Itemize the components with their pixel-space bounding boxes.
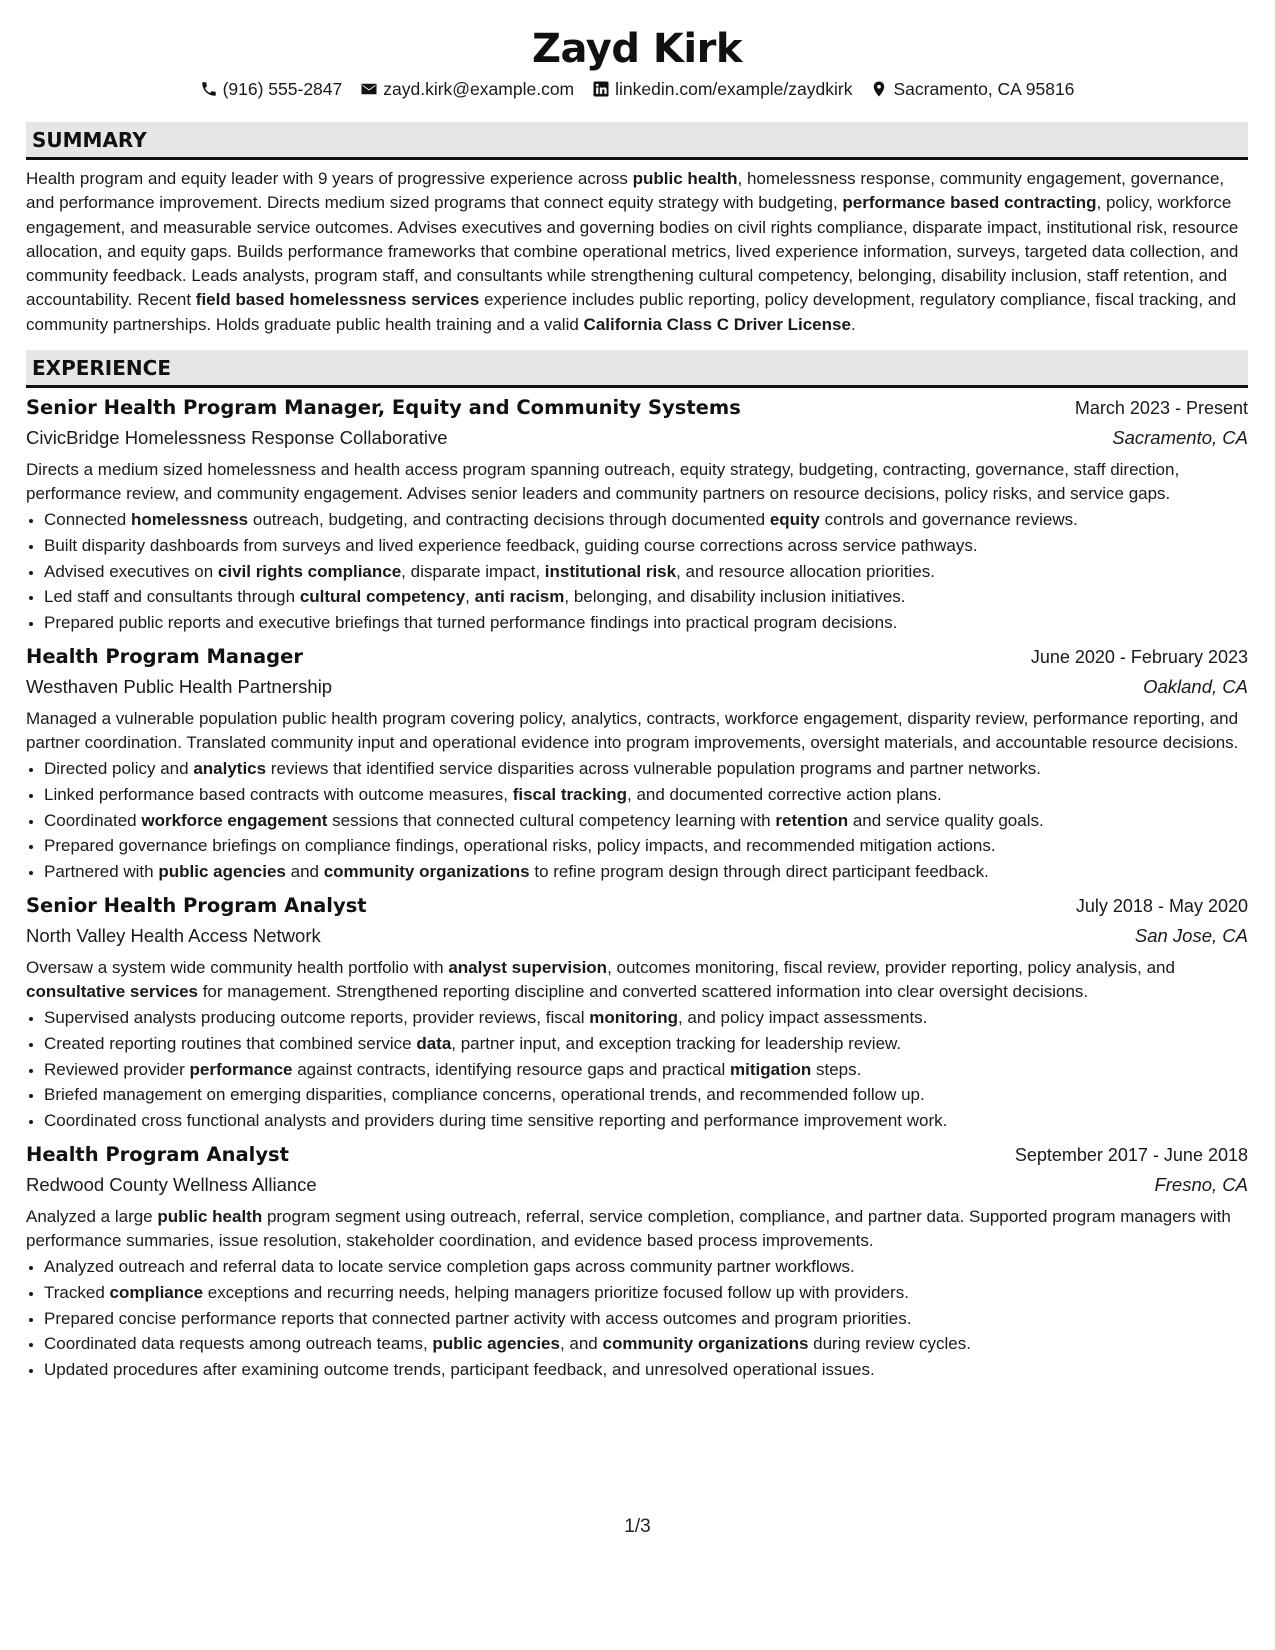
body-text: Coordinated xyxy=(44,810,142,830)
emphasis-text: community organizations xyxy=(323,862,530,882)
body-text: , xyxy=(465,587,475,607)
body-text: Oversaw a system wide community health portfolio with xyxy=(26,958,449,978)
emphasis-text: monitoring xyxy=(589,1008,678,1028)
body-text: and xyxy=(285,862,324,882)
body-text: Prepared governance briefings on compliance findings, operational risks, policy impacts, and recommended mitigation actions. xyxy=(44,836,996,856)
resume-page xyxy=(26,24,1248,1383)
job-company: Redwood County Wellness Alliance xyxy=(26,1174,317,1196)
emphasis-text: California Class C Driver License xyxy=(583,314,851,334)
bullet-item xyxy=(44,756,1248,782)
contact-linkedin[interactable] xyxy=(592,76,852,102)
emphasis-text: homelessness xyxy=(130,510,249,530)
job-location: San Jose, CA xyxy=(1134,925,1248,947)
body-text: for management. Strengthened reporting discipline and converted scattered information into clear oversight decisions. xyxy=(197,982,1089,1002)
body-text: Linked performance based contracts with outcome measures, xyxy=(44,784,513,804)
job-description xyxy=(26,707,1248,755)
job-title: Health Program Analyst xyxy=(26,1143,289,1167)
job-entry xyxy=(26,641,1248,885)
emphasis-text: mitigation xyxy=(730,1059,812,1079)
body-text: , homelessness response, community engagement, governance, and performance improvement. Directs medium sized programs that connect equity strategy with budgeting, xyxy=(26,169,1225,213)
emphasis-text: retention xyxy=(775,810,849,830)
job-bullets xyxy=(26,756,1248,885)
body-text: , belonging, and disability inclusion initiatives. xyxy=(564,587,906,607)
bullet-item xyxy=(44,1005,1248,1031)
emphasis-text: analyst supervision xyxy=(448,958,608,978)
emphasis-text: data xyxy=(416,1033,452,1053)
emphasis-text: cultural competency xyxy=(299,587,466,607)
linkedin-icon xyxy=(592,80,610,98)
job-bullets xyxy=(26,1005,1248,1134)
bullet-item xyxy=(44,1082,1248,1108)
bullet-item xyxy=(44,1108,1248,1134)
contact-bar xyxy=(26,76,1248,102)
emphasis-text: performance xyxy=(189,1059,293,1079)
emphasis-text: compliance xyxy=(109,1282,204,1302)
emphasis-text: public agencies xyxy=(432,1334,560,1354)
contact-phone xyxy=(200,76,343,102)
body-text: Directed policy and xyxy=(44,759,194,779)
map-pin-icon xyxy=(870,80,888,98)
linkedin-link[interactable]: linkedin.com/example/zaydkirk xyxy=(615,79,853,99)
body-text: , outcomes monitoring, fiscal review, provider reporting, policy analysis, and xyxy=(607,958,1175,978)
emphasis-text: fiscal tracking xyxy=(512,784,628,804)
contact-location xyxy=(870,76,1074,102)
body-text: Briefed management on emerging disparities, compliance concerns, operational trends, and recommended follow up. xyxy=(44,1085,925,1105)
job-title: Senior Health Program Analyst xyxy=(26,894,367,918)
bullet-item xyxy=(44,507,1248,533)
job-title: Health Program Manager xyxy=(26,645,303,669)
bullet-item xyxy=(44,1254,1248,1280)
summary-paragraph xyxy=(26,167,1248,337)
body-text: , and policy impact assessments. xyxy=(677,1008,928,1028)
bullet-item xyxy=(44,559,1248,585)
body-text: , policy, workforce engagement, and measurable service outcomes. Advises executives and governing bodies on civil rights compliance, disparate impact, institutional risk, resource allocation, and equity gaps. Builds performance frameworks that combine operational metrics, lived experience information, surveys, targeted data collection, and community feedback. Leads analysts, program staff, and consultants while strengthening cultural competency, belonging, disability inclusion, staff retention, and accountability. Recent xyxy=(26,193,1239,310)
body-text: , and xyxy=(559,1334,603,1354)
body-text: , partner input, and exception tracking for leadership review. xyxy=(451,1033,902,1053)
emphasis-text: community organizations xyxy=(602,1334,809,1354)
body-text: , and resource allocation priorities. xyxy=(676,561,936,581)
bullet-item xyxy=(44,584,1248,610)
body-text: steps. xyxy=(811,1059,862,1079)
bullet-item xyxy=(44,1306,1248,1332)
page-number: 1/3 xyxy=(624,1516,651,1537)
emphasis-text: consultative services xyxy=(26,982,198,1002)
contact-email[interactable] xyxy=(360,76,574,102)
job-location: Oakland, CA xyxy=(1143,676,1248,698)
job-company: Westhaven Public Health Partnership xyxy=(26,676,333,698)
envelope-icon xyxy=(360,80,378,98)
body-text: sessions that connected cultural competency learning with xyxy=(327,810,776,830)
experience-section-header xyxy=(26,350,1248,388)
emphasis-text: performance based contracting xyxy=(842,193,1097,213)
phone-text: (916) 555-2847 xyxy=(222,79,343,99)
body-text: controls and governance reviews. xyxy=(819,510,1078,530)
job-title: Senior Health Program Manager, Equity and Community Systems xyxy=(26,396,741,420)
emphasis-text: public health xyxy=(157,1207,263,1227)
job-company: CivicBridge Homelessness Response Collaborative xyxy=(26,427,448,449)
job-description xyxy=(26,1205,1248,1253)
bullet-item xyxy=(44,1031,1248,1057)
emphasis-text: workforce engagement xyxy=(141,810,328,830)
body-text: Advised executives on xyxy=(44,561,218,581)
emphasis-text: public agencies xyxy=(158,862,286,882)
body-text: Reviewed provider xyxy=(44,1059,190,1079)
location-text: Sacramento, CA 95816 xyxy=(893,79,1075,99)
job-description xyxy=(26,956,1248,1004)
body-text: Coordinated data requests among outreach teams, xyxy=(44,1334,433,1354)
experience-list xyxy=(26,392,1248,1383)
body-text: experience includes public reporting, policy development, regulatory compliance, fiscal tracking, and community partnerships. Holds graduate public health training and a valid xyxy=(26,290,1237,334)
emphasis-text: equity xyxy=(769,510,820,530)
experience-heading: EXPERIENCE xyxy=(32,355,171,380)
body-text: Led staff and consultants through xyxy=(44,587,300,607)
body-text: . xyxy=(850,314,856,334)
body-text: to refine program design through direct participant feedback. xyxy=(529,862,989,882)
bullet-item xyxy=(44,833,1248,859)
body-text: Prepared public reports and executive briefings that turned performance findings into practical program decisions. xyxy=(44,613,898,633)
phone-icon xyxy=(200,80,218,98)
job-dates: July 2018 - May 2020 xyxy=(1075,896,1248,917)
body-text: exceptions and recurring needs, helping managers prioritize focused follow up with providers. xyxy=(203,1282,909,1302)
job-dates: June 2020 - February 2023 xyxy=(1030,647,1248,668)
body-text: Tracked xyxy=(44,1282,110,1302)
bullet-item xyxy=(44,1280,1248,1306)
body-text: , and documented corrective action plans. xyxy=(627,784,942,804)
bullet-item xyxy=(44,782,1248,808)
body-text: Health program and equity leader with 9 years of progressive experience across xyxy=(26,169,633,188)
bullet-item xyxy=(44,533,1248,559)
body-text: reviews that identified service disparities across vulnerable population programs and partner networks. xyxy=(266,759,1041,779)
job-location: Sacramento, CA xyxy=(1112,427,1248,449)
job-location: Fresno, CA xyxy=(1154,1174,1248,1196)
summary-section-header xyxy=(26,122,1248,160)
body-text: Managed a vulnerable population public health program covering policy, analytics, contracts, workforce engagement, disparity review, performance reporting, and partner coordination. Translated community input and operational evidence into program improvements, oversight materials, and accountable resource decisions. xyxy=(26,709,1239,753)
job-dates: September 2017 - June 2018 xyxy=(1014,1145,1248,1166)
body-text: against contracts, identifying resource gaps and practical xyxy=(292,1059,731,1079)
bullet-item xyxy=(44,1357,1248,1383)
body-text: Built disparity dashboards from surveys and lived experience feedback, guiding course corrections across service pathways. xyxy=(44,535,978,555)
emphasis-text: institutional risk xyxy=(544,561,677,581)
body-text: Partnered with xyxy=(44,862,159,882)
body-text: during review cycles. xyxy=(808,1334,971,1354)
body-text: program segment using outreach, referral, service completion, compliance, and partner data. Supported program managers with performance summaries, issue resolution, stakeholder coordination, and evidence based process improvements. xyxy=(26,1207,1231,1251)
bullet-item xyxy=(44,859,1248,885)
job-company: North Valley Health Access Network xyxy=(26,925,321,947)
body-text: outreach, budgeting, and contracting decisions through documented xyxy=(248,510,770,530)
job-entry xyxy=(26,392,1248,636)
body-text: Prepared concise performance reports that connected partner activity with access outcomes and program priorities. xyxy=(44,1308,912,1328)
emphasis-text: analytics xyxy=(193,759,267,779)
emphasis-text: anti racism xyxy=(474,587,565,607)
job-bullets xyxy=(26,507,1248,636)
body-text: Supervised analysts producing outcome reports, provider reviews, fiscal xyxy=(44,1008,590,1028)
email-link[interactable]: zayd.kirk@example.com xyxy=(383,79,575,99)
body-text: Analyzed outreach and referral data to locate service completion gaps across community partner workflows. xyxy=(44,1257,855,1277)
emphasis-text: civil rights compliance xyxy=(217,561,402,581)
body-text: Directs a medium sized homelessness and health access program spanning outreach, equity strategy, budgeting, contracting, governance, staff direction, performance review, and community engagement. Advises senior leaders and community partners on resource decisions, policy risks, and service gaps. xyxy=(26,460,1180,504)
body-text: Analyzed a large xyxy=(26,1207,158,1227)
job-bullets xyxy=(26,1254,1248,1383)
bullet-item xyxy=(44,1057,1248,1083)
emphasis-text: field based homelessness services xyxy=(195,290,480,310)
body-text: , disparate impact, xyxy=(401,561,545,581)
job-entry xyxy=(26,1139,1248,1383)
job-dates: March 2023 - Present xyxy=(1074,398,1248,419)
body-text: Created reporting routines that combined service xyxy=(44,1033,417,1053)
job-description xyxy=(26,458,1248,506)
bullet-item xyxy=(44,1331,1248,1357)
job-entry xyxy=(26,890,1248,1134)
body-text: Coordinated cross functional analysts and providers during time sensitive reporting and performance improvement work. xyxy=(44,1111,948,1131)
body-text: Updated procedures after examining outcome trends, participant feedback, and unresolved operational issues. xyxy=(44,1360,875,1380)
bullet-item xyxy=(44,610,1248,636)
emphasis-text: public health xyxy=(632,169,738,188)
summary-heading: SUMMARY xyxy=(32,127,147,152)
bullet-item xyxy=(44,808,1248,834)
body-text: Connected xyxy=(44,510,131,530)
candidate-name: Zayd Kirk xyxy=(532,26,742,72)
body-text: and service quality goals. xyxy=(848,810,1044,830)
